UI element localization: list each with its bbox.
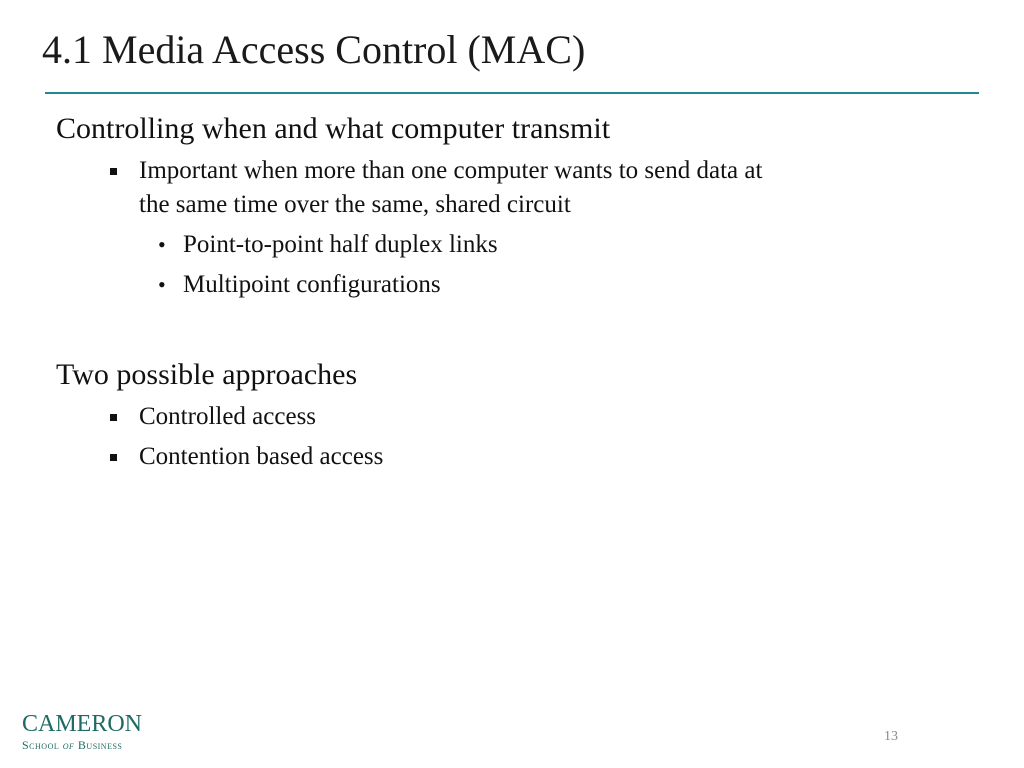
square-bullet-icon (110, 168, 117, 175)
dot-bullet-icon: • (158, 232, 166, 257)
bullet-1-line-1: Important when more than one computer wants to send data at (139, 157, 763, 184)
bullet-3 (56, 440, 956, 474)
bullet-3-text: Contention based access (139, 443, 384, 470)
section-heading-2: Two possible approaches (56, 358, 358, 391)
logo-line-1: CAMERON (22, 711, 143, 737)
square-bullet-icon (110, 454, 117, 461)
square-bullet-icon (110, 414, 117, 421)
dot-bullet-icon: • (158, 272, 166, 297)
section-heading-1: Controlling when and what computer transmit (56, 112, 611, 145)
subbullet-1-text: Point-to-point half duplex links (183, 231, 498, 258)
logo-line-2: School of Business (22, 738, 123, 752)
slide-title: 4.1 Media Access Control (MAC) (42, 27, 586, 72)
bullet-2 (56, 400, 956, 434)
bullet-2-text: Controlled access (139, 403, 317, 430)
page-number: 13 (884, 729, 898, 744)
title-divider (45, 92, 979, 94)
bullet-1 (56, 154, 956, 222)
slide-body (56, 110, 956, 474)
subbullet-2-text: Multipoint configurations (183, 271, 441, 298)
subbullet-2 (56, 268, 956, 302)
subbullet-1 (56, 228, 956, 262)
bullet-1-line-2: the same time over the same, shared circuit (139, 191, 571, 218)
cameron-logo (22, 712, 142, 751)
